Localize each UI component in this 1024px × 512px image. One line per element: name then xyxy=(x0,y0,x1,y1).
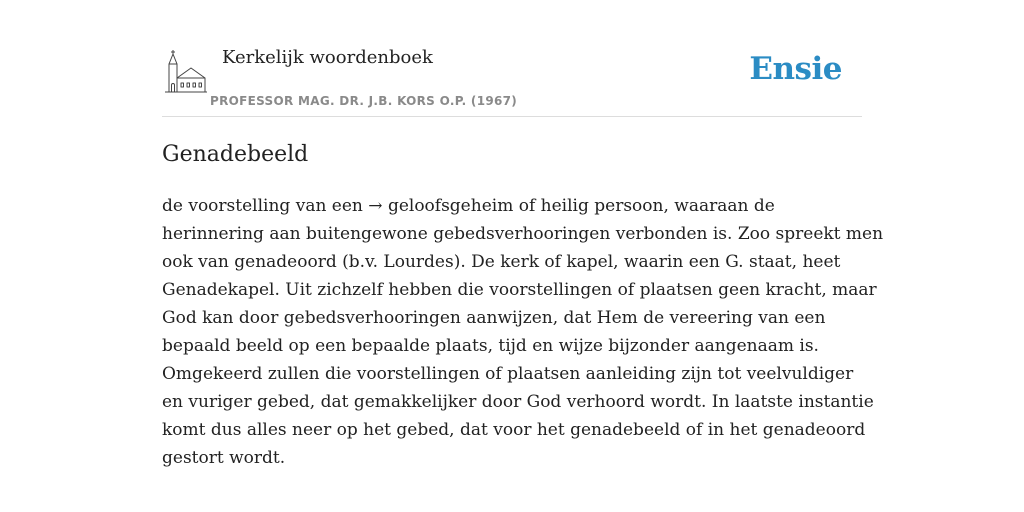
entry-title: Genadebeeld xyxy=(162,142,309,167)
definition-text: of heilig persoon, waaraan de xyxy=(513,196,775,216)
entry-definition xyxy=(162,192,884,472)
definition-line: Omgekeerd zullen die voorstellingen of plaatsen aanleiding zijn tot veelvuldiger xyxy=(162,364,854,384)
cross-reference-label: geloofsgeheim xyxy=(387,196,514,216)
page xyxy=(162,0,884,512)
cross-reference-link[interactable] xyxy=(368,196,513,216)
book-title[interactable]: Kerkelijk woordenboek xyxy=(222,47,433,68)
church-icon xyxy=(164,48,208,96)
book-author: PROFESSOR MAG. DR. J.B. KORS O.P. (1967) xyxy=(210,94,518,108)
definition-line: Genadekapel. Uit zichzelf hebben die voorstellingen of plaatsen geen kracht, maar xyxy=(162,280,877,300)
brand-logo[interactable]: Ensie xyxy=(749,51,842,87)
arrow-right-icon: → xyxy=(368,196,383,216)
definition-line: komt dus alles neer op het gebed, dat voor het genadebeeld of in het genadeoord xyxy=(162,420,866,440)
definition-text: de voorstelling van een xyxy=(162,196,369,216)
definition-line: ook van genadeoord (b.v. Lourdes). De kerk of kapel, waarin een G. staat, heet xyxy=(162,252,841,272)
definition-line: gestort wordt. xyxy=(162,448,286,468)
definition-line-1 xyxy=(162,192,862,220)
book-header xyxy=(162,0,862,117)
definition-line: en vuriger gebed, dat gemakkelijker door God verhoord wordt. In laatste instantie xyxy=(162,392,874,412)
definition-line: God kan door gebedsverhooringen aanwijzen, dat Hem de vereering van een xyxy=(162,308,826,328)
definition-line: bepaald beeld op een bepaalde plaats, tijd en wijze bijzonder aangenaam is. xyxy=(162,336,819,356)
definition-line: herinnering aan buitengewone gebedsverhooringen verbonden is. Zoo spreekt men xyxy=(162,224,884,244)
